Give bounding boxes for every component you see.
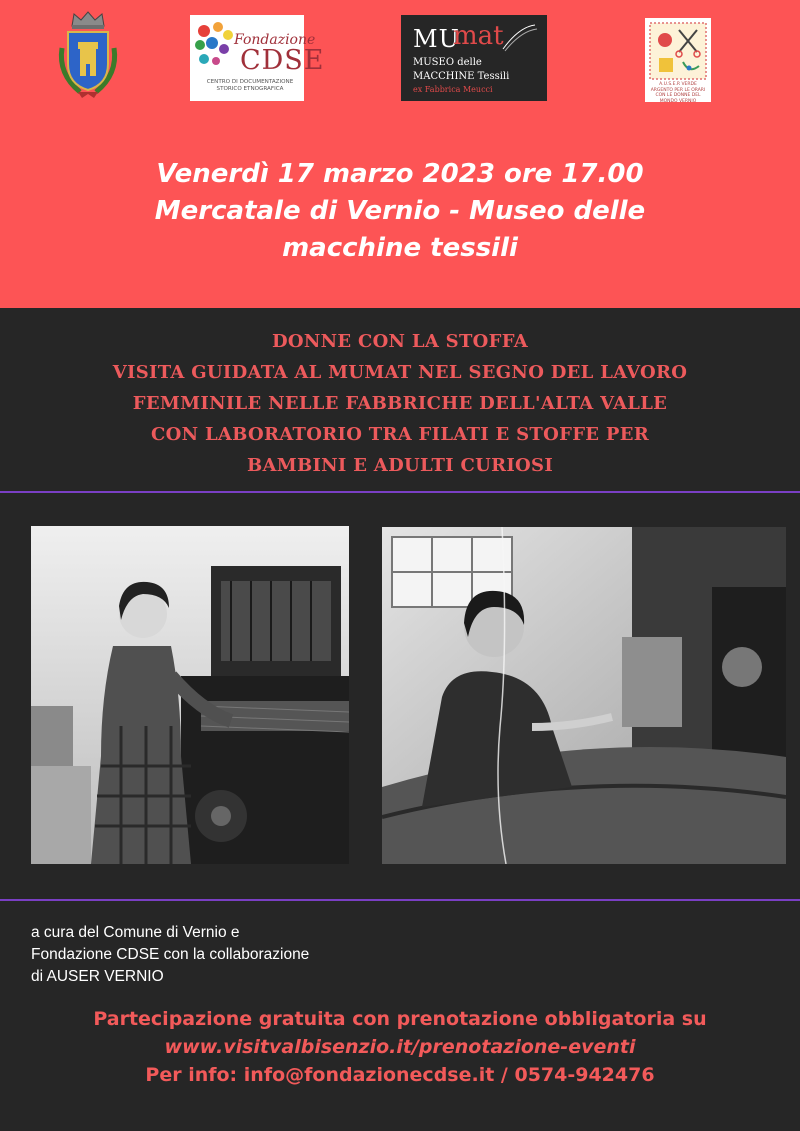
- event-date-location: [40, 156, 760, 267]
- mumat-line3-text: ex Fabbrica Meucci: [413, 85, 493, 94]
- historic-photo-woman-at-loom: [31, 526, 349, 864]
- auser-vernio-logo: [645, 18, 711, 102]
- organizers-credits: [31, 922, 451, 988]
- cdse-fondazione-text: Fondazione: [234, 32, 316, 48]
- mumat-mu-text: MU: [413, 25, 460, 53]
- credits-line-2: Fondazione CDSE con la collaborazione: [31, 946, 310, 963]
- headline-line-5: BAMBINI E ADULTI CURIOSI: [246, 455, 554, 476]
- headline-line-4: CON LABORATORIO TRA FILATI E STOFFE PER: [151, 424, 649, 445]
- event-location-line: Mercatale di Vernio - Museo delle: [154, 196, 646, 226]
- vernio-coat-of-arms-logo: [50, 8, 126, 100]
- auser-subtitle-text: A.U.S.E.R VERDE ARGENTO PER LE ORARI CON LE DONNE DEL MONDO VERNIO: [650, 82, 706, 104]
- booking-line: Partecipazione gratuita con prenotazione obbligatoria su: [93, 1008, 707, 1030]
- contact-info-line: Per info: info@fondazionecdse.it / 0574-942476: [145, 1064, 655, 1086]
- mumat-line2-text: MACCHINE Tessili: [413, 71, 510, 82]
- fondazione-cdse-logo: [190, 15, 325, 101]
- headline-line-1: DONNE CON LA STOFFA: [271, 331, 529, 352]
- mumat-line1-text: MUSEO delle: [413, 57, 482, 68]
- event-headline: [20, 326, 780, 481]
- divider-top: [0, 491, 800, 493]
- booking-info: [20, 1005, 780, 1089]
- cdse-name-text: CDSE: [240, 45, 325, 76]
- credits-line-1: a cura del Comune di Vernio e: [31, 924, 240, 941]
- headline-line-2: VISITA GUIDATA AL MUMAT NEL SEGNO DEL LAVORO: [112, 362, 688, 383]
- historic-photo-woman-at-machine: [382, 527, 786, 864]
- mumat-museum-logo: [401, 15, 547, 101]
- divider-bottom: [0, 899, 800, 901]
- cdse-subtitle-text: CENTRO DI DOCUMENTAZIONE STORICO ETNOGRAFICA: [206, 79, 294, 92]
- mumat-mat-text: mat: [453, 21, 504, 51]
- booking-url-link[interactable]: www.visitvalbisenzio.it/prenotazione-eventi: [164, 1036, 636, 1058]
- event-date-line: Venerdì 17 marzo 2023 ore 17.00: [156, 159, 644, 189]
- header-band: [0, 0, 800, 308]
- headline-line-3: FEMMINILE NELLE FABBRICHE DELL'ALTA VALLE: [132, 393, 668, 414]
- credits-line-3: di AUSER VERNIO: [31, 968, 164, 985]
- event-location-line-2: macchine tessili: [282, 233, 518, 263]
